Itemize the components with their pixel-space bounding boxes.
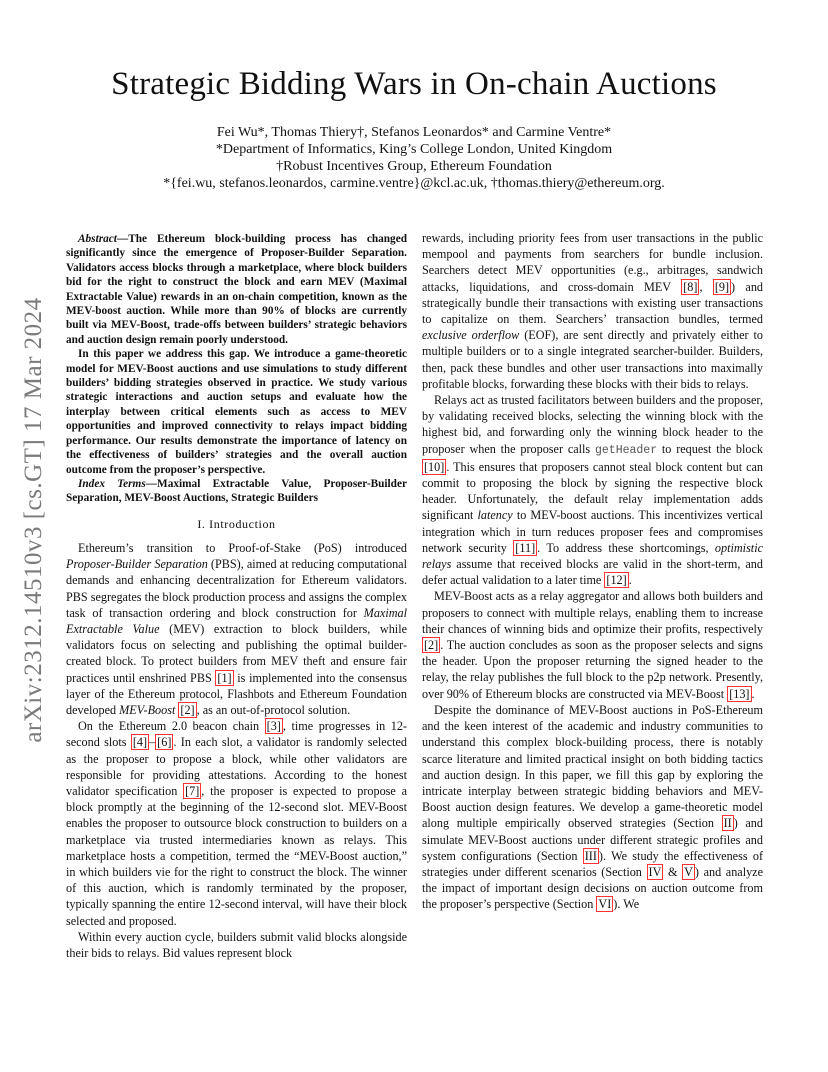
- citation-link[interactable]: II: [723, 816, 732, 831]
- citation-link[interactable]: [12]: [606, 573, 627, 588]
- right-paragraph-3: MEV-Boost acts as a relay aggregator and allows both builders and proposers to connect with multiple relays, enabling them to increase their chances of winning bids and optimize their profits, respectively [2] . The auction concludes as soon as the proposer selects and signs the header. Upon the proposer returning the signed header to the relay, the relay publishes the full block to the p2p network. Presently, over 90% of Ethereum blocks are constructed via MEV-Boost [13] .: [422, 589, 763, 701]
- intro-paragraph-1: Ethereum’s transition to Proof-of-Stake (PoS) introduced Proposer-Builder Separation (PBS), aimed at reducing computational demands and enhancing decentralization for Ethereum validators. PBS segregates the block production process and assigns the complex task of transaction ordering and block construction for Maximal Extractable Value (MEV) extraction to block builders, while validators focus on selecting and publishing the optimal builder-created block. To protect builders from MEV theft and ensure fair practices until enshrined PBS [1] is implemented into the consensus layer of the Ethereum protocol, Flashbots and Ethereum Foundation developed MEV-Boost [2] , as an out-of-protocol solution.: [66, 540, 408, 717]
- citation-link[interactable]: IV: [648, 864, 662, 879]
- author-names: Fei Wu*, Thomas Thiery†, Stefanos Leonardos* and Carmine Ventre*: [216, 125, 612, 140]
- abstract-paragraph-2: In this paper we address this gap. We introduce a game-theoretic model for MEV-Boost auctions and use simulations to study different builders’ bidding strategies observed in practice. We study various strategic interactions and auction setups and evaluate how the interplay between critical elements such as access to MEV opportunities and improved connectivity to relays impact bidding performance. Our results demonstrate the importance of latency on the effectiveness of builders’ strategies and the overall auction outcome from the proposer’s perspective.: [66, 348, 407, 476]
- italic-term: Maximal Extractable Value: [66, 605, 407, 636]
- right-paragraph-4: Despite the dominance of MEV-Boost auctions in PoS-Ethereum and the keen interest of the academic and industry communities to understand this complex block-building process, there is notably scarce literature and limited practical insight on both bidding tactics and auction design. In this paper, we fill this gap by exploring the intricate interplay between strategic bidding behaviors and MEV-Boost auction design features. We develop a game-theoretic model along multiple empirically observed strategies (Section II ) and simulate MEV-Boost auctions under different strategic profiles and system configurations (Section III ). We study the effectiveness of strategies under different scenarios (Section IV & V ) and analyze the impact of important design decisions on auction outcome from the proposer’s perspective (Section VI ). We: [422, 702, 763, 912]
- citation-link[interactable]: [8]: [683, 279, 698, 294]
- left-column: [66, 232, 407, 961]
- right-paragraph-2: Relays act as trusted facilitators between builders and the proposer, by validating received blocks, selecting the winning block with the highest bid, and forwarding only the winning block header to the proposer when the proposer calls getHeader to request the block [10] . This ensures that proposers cannot steal block content but can commit to proposing the block by signing the respective block header. Unfortunately, the default relay implementation adds significant latency to MEV-boost auctions. This incentivizes vertical integration which in turn reduces proposer fees and compromises network security [11] . To address these shortcomings, optimistic relays assume that received blocks are valid in the short-term, and defer actual validation to a later time [12] .: [422, 393, 763, 588]
- italic-term: Proposer-Builder Separation: [66, 557, 208, 572]
- affiliation-kcl: *Department of Informatics, King’s College London, United Kingdom: [215, 142, 613, 157]
- citation-link[interactable]: [2]: [180, 702, 195, 717]
- right-paragraph-1: rewards, including priority fees from user transactions in the public mempool and payments from searchers for bundle inclusion. Searchers detect MEV opportunities (e.g., arbitrages, sandwich attacks, liquidations, and cross-domain MEV [8] , [9] ) and strategically bundle their transactions with existing user transactions to capitalize on them. Searchers’ transaction bundles, termed exclusive orderflow (EOF), are sent directly and privately either to multiple builders or to a single integrated searcher-builder. Builders, then, pack these bundles and other user transactions into maximally profitable blocks, forwarding these blocks with their bids to relays.: [422, 231, 764, 391]
- affiliation-ef: †Robust Incentives Group, Ethereum Foundation: [276, 159, 552, 174]
- abstract: [66, 232, 407, 506]
- citation-link[interactable]: [10]: [424, 459, 445, 474]
- section-heading-introduction: I. Introduction: [197, 516, 276, 531]
- citation-link[interactable]: [13]: [729, 686, 750, 701]
- citation-link[interactable]: [7]: [185, 783, 200, 798]
- abstract-label: Abstract: [78, 233, 117, 245]
- italic-term: latency: [477, 508, 513, 523]
- citation-link[interactable]: [3]: [266, 719, 281, 734]
- citation-link[interactable]: V: [684, 864, 693, 879]
- citation-link[interactable]: [2]: [424, 638, 439, 653]
- right-column: [422, 230, 763, 913]
- citation-link[interactable]: [4]: [132, 735, 148, 750]
- code-term: getHeader: [594, 443, 658, 457]
- italic-term: optimistic relays: [422, 540, 763, 572]
- abstract-paragraph-1: Abstract—The Ethereum block-building process has changed significantly since the emergence of Proposer-Builder Separation. Validators access blocks through a marketplace, where block builders bid for the right to construct the block and earn MEV (Maximal Extractable Value) rewards in an on-chain competition, known as the MEV-boost auction. While more than 90% of blocks are currently built via MEV-Boost, trade-offs between builders’ strategic behaviors and auction design remain poorly understood.: [66, 233, 407, 346]
- index-terms: Index Terms—Maximal Extractable Value, Proposer-Builder Separation, MEV-Boost Auctions, Strategic Builders: [66, 477, 407, 505]
- italic-term: MEV-Boost: [119, 702, 176, 717]
- paper-title: Strategic Bidding Wars in On-chain Auctions: [111, 66, 717, 102]
- arxiv-sidebar-stamp: [14, 270, 54, 770]
- citation-link[interactable]: VI: [598, 897, 612, 912]
- citation-link[interactable]: [6]: [157, 735, 172, 750]
- intro-paragraph-3: Within every auction cycle, builders submit valid blocks alongside their bids to relays. Bid values represent block: [66, 929, 407, 960]
- citation-link[interactable]: [1]: [217, 670, 232, 685]
- citation-link[interactable]: III: [584, 848, 597, 863]
- author-block: [0, 124, 828, 192]
- citation-link[interactable]: [11]: [515, 540, 536, 555]
- author-emails: *{fei.wu, stefanos.leonardos, carmine.ventre}@kcl.ac.uk, †thomas.thiery@ethereum.org.: [163, 176, 665, 191]
- italic-term: exclusive orderflow: [422, 328, 520, 343]
- citation-link[interactable]: [9]: [714, 279, 730, 294]
- index-terms-label: Index Terms: [78, 477, 146, 490]
- intro-paragraph-2: On the Ethereum 2.0 beacon chain [3] , time progresses in 12-second slots [4] – [6] . In each slot, a validator is randomly selected as the proposer to propose a block, while other validators are responsible for providing attestations. According to the honest validator specification [7] , the proposer is expected to propose a block promptly at the beginning of the 12-second slot. MEV-Boost enables the proposer to outsource block construction to builders on a marketplace via trusted intermediaries known as relays. This marketplace hosts a competition, termed the “MEV-Boost auction,” in which builders vie for the right to construct the block. The winner of this auction, which is randomly terminated by the proposer, typically spanning the entire 12-second interval, will have their block selected and proposed.: [66, 719, 407, 928]
- arxiv-identifier: arXiv:2312.14510v3 [cs.GT] 17 Mar 2024: [20, 297, 47, 743]
